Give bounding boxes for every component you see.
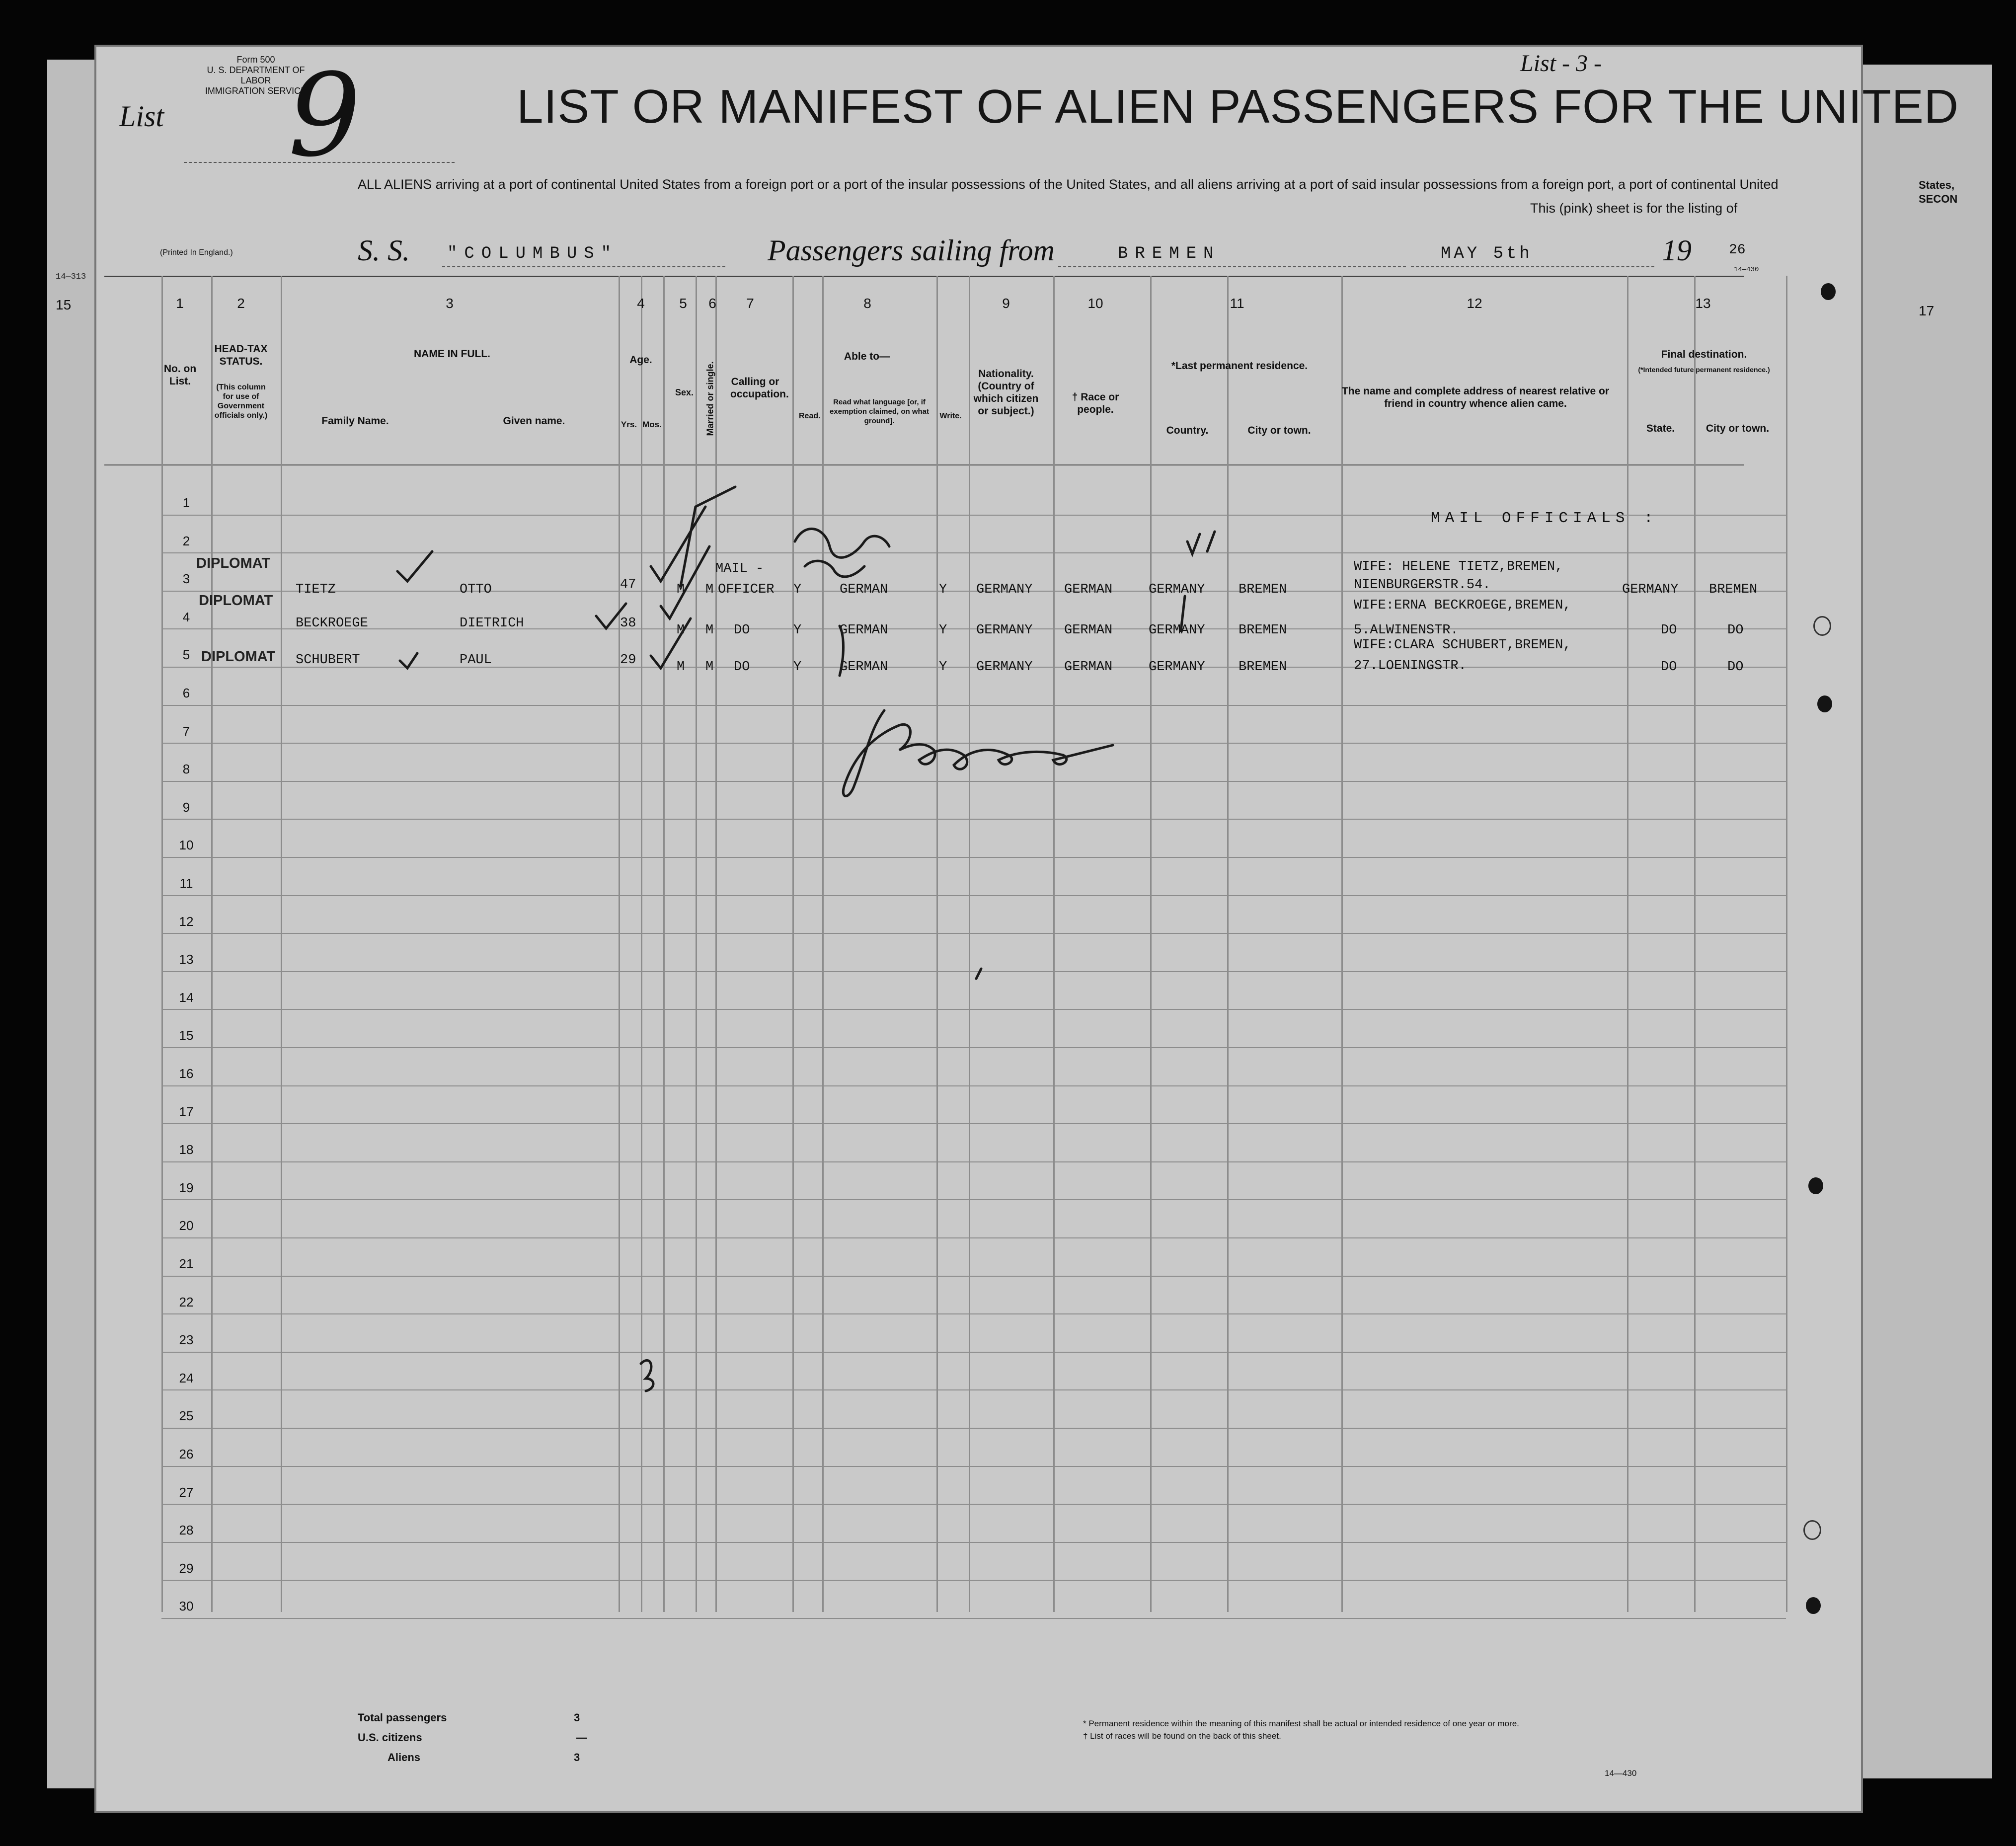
column-rule: [1227, 276, 1229, 1612]
row-number: 4: [182, 609, 190, 624]
row-rule: [161, 1276, 1786, 1277]
header-bottom-rule: [104, 464, 1744, 465]
read-language: GERMAN: [840, 582, 888, 597]
row-number: 18: [179, 1142, 194, 1157]
row-rule: [161, 857, 1786, 858]
can-read: Y: [793, 582, 802, 597]
age-years: 29: [620, 653, 636, 668]
row-rule: [161, 628, 1786, 629]
row-rule: [161, 1085, 1786, 1086]
column-rule: [822, 276, 824, 1612]
col-number-8: 8: [863, 296, 871, 311]
row-rule: [161, 743, 1786, 744]
row-number: 25: [179, 1408, 194, 1424]
can-write: Y: [939, 660, 947, 675]
manifest-table: [104, 276, 1744, 1612]
relative-line-2: 5.ALWINENSTR.: [1354, 623, 1459, 638]
row-number: 1: [182, 495, 190, 510]
row-rule: [161, 1313, 1786, 1314]
destination-city: DO: [1727, 660, 1744, 675]
column-rule: [1786, 276, 1787, 1612]
binder-hole: [1803, 1520, 1821, 1540]
totals-value: 3: [574, 1711, 580, 1724]
given-name: DIETRICH: [460, 616, 524, 631]
column-rule: [211, 276, 213, 1612]
binder-hole: [1808, 1177, 1823, 1194]
destination-state: DO: [1661, 660, 1677, 675]
manifest-title: LIST OR MANIFEST OF ALIEN PASSENGERS FOR THE UNITED: [517, 80, 1959, 133]
subhead-city-dest: City or town.: [1706, 423, 1770, 434]
column-rule: [161, 276, 163, 1612]
col-head-final: Final destination.: [1661, 349, 1747, 360]
headtax-stamp: DIPLOMAT: [196, 555, 271, 571]
col-head-occupation: Calling or occupation.: [730, 376, 789, 400]
column-rule: [792, 276, 794, 1612]
column-rule: [936, 276, 938, 1612]
family-name: TIETZ: [296, 582, 336, 597]
row-rule: [161, 895, 1786, 896]
row-number: 8: [182, 762, 190, 777]
subhead-yrs: Yrs.: [620, 420, 637, 429]
row-number: 23: [179, 1332, 194, 1348]
sailing-label: Passengers sailing from: [768, 234, 1055, 267]
year-suffix: 26: [1729, 242, 1746, 258]
column-rule: [1694, 276, 1696, 1612]
us-citizens-row: [358, 1731, 616, 1751]
destination-city: DO: [1727, 623, 1744, 638]
relative-line-2: 27.LOENINGSTR.: [1354, 659, 1467, 674]
subhead-mos: Mos.: [642, 420, 662, 429]
can-write: Y: [939, 623, 947, 638]
right-margin-label-1: States,: [1919, 179, 1955, 191]
column-rule: [619, 276, 620, 1612]
column-rule: [1150, 276, 1152, 1612]
department: U. S. DEPARTMENT OF LABOR: [207, 65, 305, 85]
headtax-stamp: DIPLOMAT: [199, 593, 273, 609]
underlying-sheet-right: [1858, 65, 1992, 1778]
residence-city: BREMEN: [1239, 660, 1287, 675]
sex: M: [677, 660, 685, 675]
sex: M: [677, 582, 685, 597]
column-rule: [696, 276, 697, 1612]
col-number-13: 13: [1695, 296, 1711, 311]
binder-hole: [1817, 695, 1832, 712]
row-rule: [161, 667, 1786, 668]
row-number: 30: [179, 1599, 194, 1614]
row-rule: [161, 781, 1786, 782]
occupation-line-1: MAIL -: [715, 561, 764, 576]
occupation: DO: [734, 623, 750, 638]
col-head-able: Able to—: [844, 351, 890, 362]
row-rule: [161, 705, 1786, 706]
col-head-nationality: Nationality. (Country of which citizen or subject.): [973, 368, 1039, 417]
col-number-6: 6: [708, 296, 716, 311]
manifest-subtitle-2: This (pink) sheet is for the listing of: [1530, 201, 1738, 216]
row-rule: [161, 1504, 1786, 1505]
row-number: 21: [179, 1256, 194, 1271]
col-head-age: Age.: [629, 354, 652, 366]
row-rule: [161, 1199, 1786, 1200]
col-number-3: 3: [446, 296, 454, 311]
row-rule: [161, 1161, 1786, 1162]
row-rule: [161, 591, 1786, 592]
column-rule: [281, 276, 282, 1612]
subhead-given: Given name.: [503, 415, 565, 427]
row-number: 2: [182, 533, 190, 548]
printed-in: (Printed In England.): [160, 248, 233, 257]
totals-block: [358, 1711, 616, 1771]
col-head-marital: Married or single.: [705, 361, 715, 436]
row-rule: [161, 1542, 1786, 1543]
right-margin-label-2: SECON: [1919, 193, 1958, 205]
destination-state: GERMANY: [1622, 582, 1679, 597]
ship-underline: [442, 266, 725, 267]
col-head-relative: The name and complete address of nearest relative or friend in country whence alien came.: [1341, 385, 1610, 409]
residence-country: GERMANY: [1149, 582, 1205, 597]
can-read: Y: [793, 660, 802, 675]
relative-line-1: WIFE: HELENE TIETZ,BREMEN,: [1354, 559, 1563, 574]
totals-value: 3: [574, 1751, 580, 1764]
column-rule: [663, 276, 665, 1612]
column-rule: [641, 276, 642, 1612]
row-rule: [161, 1466, 1786, 1467]
headtax-stamp: DIPLOMAT: [201, 649, 276, 665]
aliens-row: [358, 1751, 616, 1771]
subhead-city: City or town.: [1247, 425, 1311, 436]
subhead-write: Write.: [939, 412, 962, 420]
can-write: Y: [939, 582, 947, 597]
column-rule: [1053, 276, 1055, 1612]
section-note: MAIL OFFICIALS :: [1431, 510, 1658, 527]
col-number-9: 9: [1002, 296, 1010, 311]
table-top-rule: [104, 276, 1744, 277]
binder-hole: [1806, 1597, 1821, 1614]
relative-line-1: WIFE:CLARA SCHUBERT,BREMEN,: [1354, 638, 1571, 653]
family-name: BECKROEGE: [296, 616, 368, 631]
form-number: Form 500: [236, 55, 275, 65]
subhead-read-lang: Read what language [or, if exemption claimed, on what ground].: [829, 398, 930, 425]
col-number-2: 2: [237, 296, 245, 311]
column-rule: [715, 276, 717, 1612]
col-number-1: 1: [176, 296, 184, 311]
row-number: 19: [179, 1180, 194, 1195]
subhead-country: Country.: [1166, 425, 1209, 436]
column-rule: [1341, 276, 1343, 1612]
read-language: GERMAN: [840, 623, 888, 638]
totals-label: Total passengers: [358, 1711, 447, 1724]
row-number: 26: [179, 1447, 194, 1461]
marital-status: M: [705, 582, 714, 597]
row-number: 3: [182, 571, 190, 587]
col-head-residence: *Last permanent residence.: [1171, 360, 1308, 372]
family-name: SCHUBERT: [296, 653, 360, 668]
col-head-headtax: HEAD-TAX STATUS.: [214, 343, 268, 367]
col-number-5: 5: [679, 296, 687, 311]
column-rule: [969, 276, 970, 1612]
totals-value: —: [576, 1731, 587, 1744]
footnote-residence: * Permanent residence within the meaning of this manifest shall be actual or intended residence of one year or more.: [1083, 1719, 1519, 1728]
row-number: 16: [179, 1066, 194, 1081]
col-number-7: 7: [746, 296, 754, 311]
col-head-name: NAME IN FULL.: [414, 348, 490, 360]
row-number: 24: [179, 1370, 194, 1385]
underlying-sheet-left: [47, 60, 102, 1788]
marital-status: M: [705, 623, 714, 638]
race: GERMAN: [1064, 582, 1113, 597]
row-rule: [161, 1389, 1786, 1390]
col-head-sex: Sex.: [675, 387, 694, 397]
manifest-subtitle: ALL ALIENS arriving at a port of continental United States from a foreign port or a port of the insular possessions of the United States, and all aliens arriving at a port of said insular possessions from a foreign port, a port of continental United: [358, 177, 1779, 192]
top-list-reference: List - 3 -: [1520, 50, 1602, 77]
col-number-10: 10: [1087, 296, 1103, 311]
subhead-final-note: (*Intended future permanent residence.): [1638, 366, 1770, 374]
col-number-11: 11: [1230, 296, 1244, 311]
row-rule: [161, 1618, 1786, 1619]
row-number: 27: [179, 1484, 194, 1500]
age-years: 47: [620, 577, 636, 592]
ship-name: "COLUMBUS": [447, 244, 619, 263]
can-read: Y: [793, 623, 802, 638]
list-number: 9: [288, 50, 361, 182]
race: GERMAN: [1064, 660, 1113, 675]
race: GERMAN: [1064, 623, 1113, 638]
row-rule: [161, 1580, 1786, 1581]
occupation-line-2: OFFICER: [718, 582, 775, 597]
row-number: 6: [182, 686, 190, 700]
binder-hole: [1821, 283, 1836, 300]
nationality: GERMANY: [976, 660, 1033, 675]
row-rule: [161, 1047, 1786, 1048]
column-rule: [1627, 276, 1628, 1612]
sex: M: [677, 623, 685, 638]
row-number: 15: [179, 1028, 194, 1043]
relative-line-1: WIFE:ERNA BECKROEGE,BREMEN,: [1354, 598, 1571, 613]
row-rule: [161, 819, 1786, 820]
row-number: 22: [179, 1294, 194, 1309]
residence-country: GERMANY: [1149, 623, 1205, 638]
col-number-12: 12: [1467, 296, 1482, 311]
total-passengers-row: [358, 1711, 616, 1731]
row-number: 10: [179, 838, 194, 853]
date-underline: [1411, 266, 1654, 267]
occupation: DO: [734, 660, 750, 675]
row-rule: [161, 1352, 1786, 1353]
list-label: List: [119, 100, 164, 133]
headtax-note: (This column for use of Government officials only.): [214, 383, 268, 420]
right-margin-column-number: 17: [1919, 303, 1935, 318]
row-number: 17: [179, 1104, 194, 1119]
subhead-read: Read.: [799, 412, 821, 420]
destination-state: DO: [1661, 623, 1677, 638]
sailing-port: BREMEN: [1118, 244, 1221, 263]
totals-label: Aliens: [388, 1751, 421, 1764]
col-number-4: 4: [637, 296, 645, 311]
left-margin-code: 14—313: [56, 272, 86, 282]
port-underline: [1058, 266, 1406, 267]
residence-city: BREMEN: [1239, 582, 1287, 597]
row-number: 12: [179, 914, 194, 929]
row-rule: [161, 1428, 1786, 1429]
year-prefix: 19: [1662, 234, 1692, 267]
relative-line-2: NIENBURGERSTR.54.: [1354, 578, 1491, 593]
row-rule: [161, 1237, 1786, 1238]
nationality: GERMANY: [976, 623, 1033, 638]
subhead-family: Family Name.: [321, 415, 389, 427]
col-head-race: † Race or people.: [1072, 391, 1119, 415]
totals-label: U.S. citizens: [358, 1731, 422, 1744]
marital-status: M: [705, 660, 714, 675]
read-language: GERMAN: [840, 660, 888, 675]
ship-prefix: S. S.: [358, 234, 410, 267]
age-years: 38: [620, 616, 636, 631]
row-number: 13: [179, 952, 194, 967]
row-rule: [161, 971, 1786, 972]
row-number: 11: [179, 876, 193, 891]
row-number: 28: [179, 1523, 194, 1538]
row-number: 7: [182, 723, 190, 739]
nationality: GERMANY: [976, 582, 1033, 597]
footnote-races: † List of races will be found on the back of this sheet.: [1083, 1731, 1281, 1741]
binder-hole: [1813, 616, 1831, 636]
row-rule: [161, 552, 1786, 553]
subhead-state: State.: [1646, 423, 1675, 434]
left-margin-column-number: 15: [56, 297, 72, 312]
header-form-code: 14—430: [1734, 266, 1759, 274]
col-head-no: No. on List.: [163, 363, 197, 387]
residence-city: BREMEN: [1239, 623, 1287, 638]
service: IMMIGRATION SERVICE: [205, 86, 307, 96]
given-name: OTTO: [460, 582, 492, 597]
row-rule: [161, 1009, 1786, 1010]
footer-form-code: 14—430: [1605, 1769, 1637, 1778]
given-name: PAUL: [460, 653, 492, 668]
row-number: 14: [179, 990, 194, 1005]
row-number: 5: [182, 647, 190, 663]
row-number: 29: [179, 1560, 194, 1576]
residence-country: GERMANY: [1149, 660, 1205, 675]
row-number: 9: [182, 799, 190, 815]
sailing-date: MAY 5th: [1441, 244, 1533, 263]
destination-city: BREMEN: [1709, 582, 1758, 597]
row-number: 20: [179, 1218, 194, 1233]
row-rule: [161, 1123, 1786, 1124]
row-rule: [161, 933, 1786, 934]
